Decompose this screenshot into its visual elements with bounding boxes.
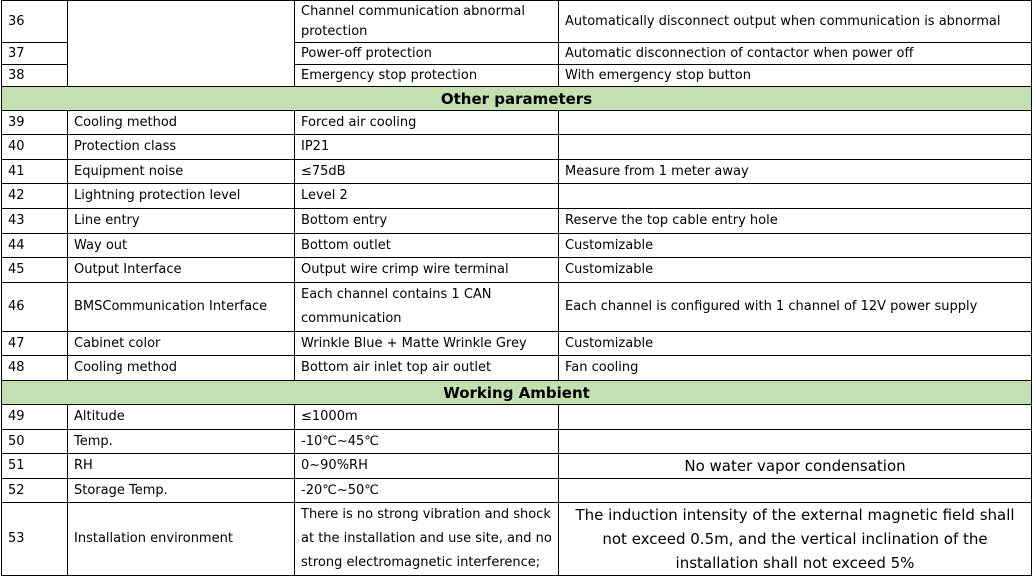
row-number: 45: [2, 258, 68, 283]
section-header-row: [2, 87, 1032, 111]
parameter-cell: Cabinet color: [68, 332, 295, 356]
table-row: [2, 135, 1032, 160]
row-number: 44: [2, 234, 68, 258]
note-cell: [559, 479, 1032, 503]
row-number: 43: [2, 209, 68, 234]
row-number: 49: [2, 405, 68, 430]
row-number: 41: [2, 160, 68, 184]
parameter-cell: Cooling method: [68, 111, 295, 135]
note-cell: Customizable: [559, 234, 1032, 258]
parameter-cell: Protection class: [68, 135, 295, 160]
parameter-cell: Line entry: [68, 209, 295, 234]
value-cell: -10℃~45℃: [295, 430, 559, 454]
table-row: [2, 405, 1032, 430]
table-row: [2, 258, 1032, 283]
value-cell: -20℃~50℃: [295, 479, 559, 503]
table-row: [2, 1, 1032, 43]
value-cell: Power-off protection: [295, 43, 559, 65]
note-cell: [559, 405, 1032, 430]
table-row: [2, 234, 1032, 258]
parameter-cell: Temp.: [68, 430, 295, 454]
row-number: 51: [2, 454, 68, 479]
note-cell: No water vapor condensation: [559, 454, 1032, 479]
parameter-cell: Installation environment: [68, 503, 295, 576]
note-cell: Automatic disconnection of contactor when power off: [559, 43, 1032, 65]
parameter-cell: Equipment noise: [68, 160, 295, 184]
parameter-cell: RH: [68, 454, 295, 479]
note-cell: [559, 111, 1032, 135]
row-number: 42: [2, 184, 68, 209]
value-cell: IP21: [295, 135, 559, 160]
note-cell: The induction intensity of the external magnetic field shall not exceed 0.5m, and the vertical inclination of the installation shall not exceed 5%: [559, 503, 1032, 576]
note-cell: [559, 135, 1032, 160]
row-number: 39: [2, 111, 68, 135]
parameter-cell: Cooling method: [68, 356, 295, 381]
value-cell: There is no strong vibration and shock at the installation and use site, and no strong electromagnetic interference;: [295, 503, 559, 576]
parameter-cell: Storage Temp.: [68, 479, 295, 503]
value-cell: Forced air cooling: [295, 111, 559, 135]
table-row: [2, 503, 1032, 576]
note-cell: Measure from 1 meter away: [559, 160, 1032, 184]
section-title-ambient: Working Ambient: [2, 381, 1032, 405]
note-cell: Each channel is configured with 1 channel of 12V power supply: [559, 283, 1032, 332]
table-row: [2, 356, 1032, 381]
row-number: 36: [2, 1, 68, 43]
table-row: [2, 283, 1032, 332]
spec-table: [1, 0, 1032, 576]
value-cell: Channel communication abnormal protection: [295, 1, 559, 43]
note-cell: Automatically disconnect output when communication is abnormal: [559, 1, 1032, 43]
value-cell: Emergency stop protection: [295, 65, 559, 87]
table-row: [2, 479, 1032, 503]
value-cell: Bottom outlet: [295, 234, 559, 258]
row-number: 52: [2, 479, 68, 503]
row-number: 40: [2, 135, 68, 160]
row-number: 50: [2, 430, 68, 454]
parameter-cell: Way out: [68, 234, 295, 258]
parameter-cell: Altitude: [68, 405, 295, 430]
table-row: [2, 160, 1032, 184]
table-row: [2, 209, 1032, 234]
value-cell: Wrinkle Blue + Matte Wrinkle Grey: [295, 332, 559, 356]
parameter-cell: Output Interface: [68, 258, 295, 283]
parameter-cell: [68, 1, 295, 87]
row-number: 38: [2, 65, 68, 87]
table-row: [2, 111, 1032, 135]
row-number: 53: [2, 503, 68, 576]
note-cell: With emergency stop button: [559, 65, 1032, 87]
parameter-cell: BMSCommunication Interface: [68, 283, 295, 332]
note-cell: Customizable: [559, 258, 1032, 283]
value-cell: Output wire crimp wire terminal: [295, 258, 559, 283]
value-cell: ≤1000m: [295, 405, 559, 430]
note-cell: [559, 184, 1032, 209]
table-row: [2, 184, 1032, 209]
row-number: 48: [2, 356, 68, 381]
section-header-row: [2, 381, 1032, 405]
note-cell: [559, 430, 1032, 454]
note-cell: Reserve the top cable entry hole: [559, 209, 1032, 234]
value-cell: Level 2: [295, 184, 559, 209]
table-row: [2, 454, 1032, 479]
note-cell: Fan cooling: [559, 356, 1032, 381]
note-cell: Customizable: [559, 332, 1032, 356]
value-cell: 0~90%RH: [295, 454, 559, 479]
row-number: 47: [2, 332, 68, 356]
value-cell: ≤75dB: [295, 160, 559, 184]
section-title-other: Other parameters: [2, 87, 1032, 111]
table-row: [2, 332, 1032, 356]
row-number: 37: [2, 43, 68, 65]
value-cell: Each channel contains 1 CAN communication: [295, 283, 559, 332]
parameter-cell: Lightning protection level: [68, 184, 295, 209]
row-number: 46: [2, 283, 68, 332]
table-row: [2, 430, 1032, 454]
value-cell: Bottom air inlet top air outlet: [295, 356, 559, 381]
value-cell: Bottom entry: [295, 209, 559, 234]
